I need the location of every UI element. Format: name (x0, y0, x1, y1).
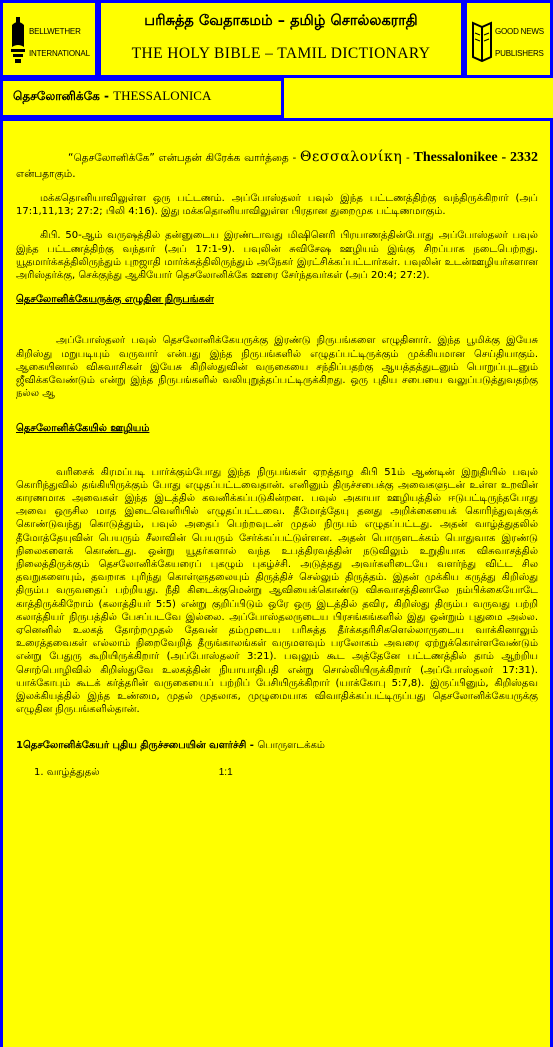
title-tamil: பரிசுத்த வேதாகமம் – தமிழ் சொல்லகராதி (144, 13, 418, 29)
paragraph-2: கிபி. 50-ஆம் வருஷத்தில் தன்னுடைய இரண்டாவது மிஷினெரி பிரயாணத்தின்போது அப்போஸ்தலர் பவுல் இந்த பட்டணத்திற்கு வந்தார் (அப் 17:1-9). பவுலின் சுவிசேஷ ஊழியம் இங்கு சிறப்பாக நடைபெற்றது. யூதமார்க்கத்திலிருந்தும் புறஜாதி மார்க்கத்திலிருந்தும் அநேகர் இரட்சிக்கப்பட்டார்கள். பவுலின் உடன்ஊழியர்களான அரிஸ்தர்க்கு, செக்குந்து ஆகியோர் தெசலோனிக்கே ஊரை சேர்ந்தவர்கள் (அப் 20:4; 27:2). (16, 230, 538, 282)
content-body (16, 149, 538, 1047)
logo-right-line2: PUBLISHERS (495, 49, 544, 58)
toc-item (16, 766, 538, 1047)
logo-right-line1: GOOD NEWS (495, 27, 544, 36)
intro-dash: - (402, 152, 414, 164)
entry-title: தெசலோனிக்கே - THESSALONICA (13, 88, 212, 103)
entry-title-english: THESSALONICA (113, 88, 212, 103)
logo-left-line1: BELLWETHER (29, 27, 81, 36)
intro-paragraph (16, 149, 538, 182)
paragraph-1: மக்கதொனியாவிலுள்ள ஒரு பட்டணம். அப்போஸ்தலர் பவுல் இந்த பட்டணத்திற்கு வந்திருக்கிறார் (அப் 17:1,11,13; 27:2; பிலி 4:16). இது மக்கதொனியாவிலுள்ள பிரதான துறைமுக பட்டிணமாகும். (16, 193, 538, 218)
section1-text: அப்போஸ்தலர் பவுல் தெசலோனிக்கேயருக்கு இரண்டு நிருபங்களை எழுதினார். இந்த பூமிக்கு இயேசு கிறிஸ்து மறுபடியும் வருவார் என்பது இந்த நிருபங்களில் எழுதப்பட்டிருக்கும் முக்கியமான செய்தியாகும். ஆகையினால் விசுவாசிகள் இயேசு கிறிஸ்துவின் வருகையை சந்திப்பதற்கு ஆயத்தத்துடனும் பொறுப்புடனும் ஜீவிக்கவேண்டும் என்று இந்த நிருபங்களில் வலியுறுத்தப்பட்டிருக்கிறது. ஒரு புதிய சபையை வலுப்படுத்துவதற்கு நல்ல ஆ (16, 335, 538, 400)
bell-icon (9, 17, 27, 65)
header-title-panel (98, 0, 464, 78)
intro-text2: என்பதாகும். (16, 168, 76, 180)
book-icon (471, 17, 493, 65)
greek-word: Θεσσαλονίκη (299, 149, 403, 165)
toc-item-label: 1. வாழ்த்துதல் (34, 766, 100, 778)
entry-title-tamil: தெசலோனிக்கே (13, 89, 100, 103)
logo-left-line2: INTERNATIONAL (29, 49, 90, 58)
section3-heading-tamil2: பொருளடக்கம் (257, 739, 325, 751)
bellwether-logo (9, 15, 89, 65)
content-panel (0, 118, 553, 1047)
section2-text: வரிசைக் கிரமப்படி பார்க்கும்போது இந்த நிருபங்கள் ஏறத்தாழ கிபி 51ம் ஆண்டின் இறுதியில் பவுல் கொரிந்துவில் தங்கியிருக்கும் போது எழுதப்பட்டவைதான். எனினும் திருச்சபைக்கு அவைகளுடன் உள்ள உறவின் காரணமாக அவைகள் இந்த இடத்தில் கவனிக்கப்படுகின்றன. பவுல் அகாயா ஊழியத்தில் ஈடுபட்டிருந்தபோது அவை ஒருசில மாத இடைவெளியில் எழுதப்பட்டவை. தீமோத்தேயு தனது அறிக்கையைக் கொரிந்துவுக்குக் கொண்டுவந்து கொடுத்தும், பவுல் அதைப் பெற்றவுடன் முதல் நிருபம் எழுதப்பட்டது. அதன் வாழ்த்துதலில் தீமோத்தேயுவின் பெயரும் சீலாவின் பெயரும் சேர்க்கப்பட்டுள்ளன. அதன் பொருளடக்கம் பொதுவாக இரண்டு நிலைகளைக் கொண்டது. ஒன்று யூதர்களால் வந்த உபத்திரவத்தின் நடுவிலும் உறுதியாக விசுவாசத்தில் நிலைத்திருக்கும் தெசலோனிக்கேயரைப் புகழும் புகழ்ச்சி. அடுத்தது அவர்களிடையே வளர்ந்து விட்ட சில தவறுகளையும், தவறாக புரிந்து கொள்ளுதலையும் திருத்திச் செல்லும் திருத்தம். இதன் முக்கிய கருத்து கிறிஸ்து திரும்ப வருவதைப் பற்றியது. நீதி கிடைக்குமென்று ஆவியைக்கொண்டு விசுவாசத்தினாலே நம்பிக்கையோடே காத்திருக்கிறோம் (கலாத்தியர் 5:5) என்று குறிப்பிடும் ஒரே ஒரு இடத்தில் தவிர, கிறிஸ்து திரும்ப வருவது பற்றி கலாத்தியர் நிருபத்தில் பேசப்படவே இல்லை. அப்போஸ்தலருடைய பிரசங்கங்களில் இது ஒன்றும் புதுமை அல்ல. ஏனெனில் உலகத் தோற்றமுதல் தேவன் தம்முடைய பரிசுத்த தீர்க்கதரிசிகளெல்லாருடைய வாக்கினாலும் உரைத்தவைகள் எல்லாம் நிறைவேறித் தீருங்காலங்கள் வருமளவும் பரலோகம் அவரை ஏற்றுக்கொள்ளவேண்டும் என்று பேதுரு கூறியிருக்கிறார் (அப்போஸ்தலர் 3:21). பவுலும் கூட அத்தேனே பட்டணத்தில் தாம் ஆற்றிய சொற்பொழிவில் கிறிஸ்துவே உலகத்தின் நியாயாதிபதி என்று சொல்லியிருக்கிறார் (அப்போஸ்தலர் 17:31). யாக்கோபும் கூடக் கர்த்தரின் வருகையைப் பற்றிப் பேசியிருக்கிறார் (யாக்கோபு 5:7,8). இருப்பினும், கிறிஸ்தவ இலக்கியத்தில் இந்த உண்மை, முதல் முதலாக, முழுமையாக விவாதிக்கப்பட்டிருப்பது தெசலோனிக்கேயருக்கு எழுதின நிருபங்களில்தான். (16, 466, 538, 716)
toc-item-ref: 1:1 (218, 766, 233, 778)
transliteration: Thessalonikee - 2332 (413, 150, 538, 165)
section1-heading: தெசலோனிக்கேயருக்கு எழுதின நிருபங்கள் (16, 294, 214, 306)
header-right-panel (464, 0, 553, 78)
section3-heading (16, 739, 538, 752)
section3-heading-tamil: 1தெசலோனிக்கேயர் புதிய திருச்சபையின் வளர்ச்சி - (16, 739, 258, 751)
header-left-panel (0, 0, 98, 78)
intro-word: “தெசலோனிக்கே” (68, 152, 155, 164)
entry-title-box (0, 78, 284, 118)
good-news-logo (471, 15, 551, 65)
intro-text1: என்பதன் கிரேக்க வார்த்தை - (154, 152, 300, 164)
section2-heading: தெசலோனிக்கேயில் ஊழியம் (16, 423, 150, 435)
title-english: THE HOLY BIBLE – TAMIL DICTIONARY (131, 45, 431, 62)
